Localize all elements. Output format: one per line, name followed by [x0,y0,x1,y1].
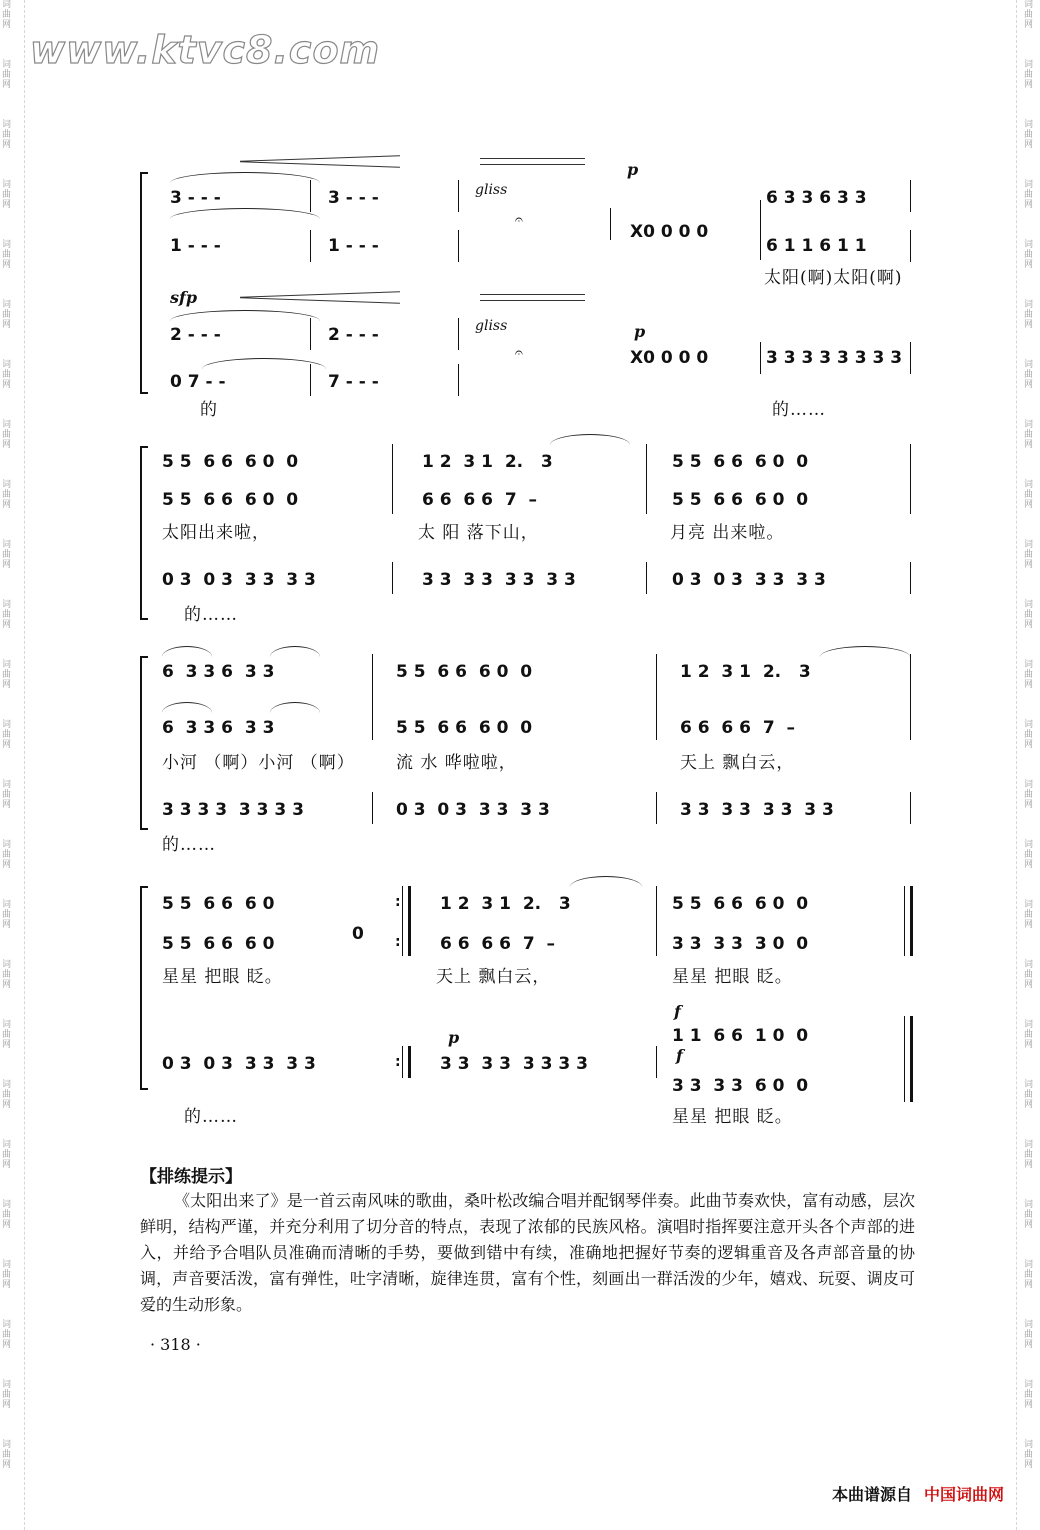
notes: 5 5 6 6 6 0 0 [672,490,809,510]
lyric: 太阳出来啦， [162,523,270,543]
notes: 3 - - - [328,188,379,208]
notes: 5 5 6 6 6 0 0 [162,452,299,472]
staff-row-3 [140,1054,916,1076]
lyric: 的…… [162,835,216,855]
notes: 3 3 3 3 3 3 3 3 [162,800,304,820]
lyric: 的…… [184,1107,238,1127]
barline [458,318,459,350]
gliss-line [240,297,400,304]
staff-row-1 [140,662,916,684]
slur [162,646,212,657]
credit-source-label: 本曲谱源自 [831,1485,912,1504]
fermata: 𝄐 [515,212,523,228]
tie [170,172,320,183]
tie [170,310,320,321]
barline [458,230,459,262]
notes: 1 2 3 1 2. 3 [422,452,553,472]
barline [458,364,459,396]
slur [550,434,630,445]
notes: 5 5 6 6 6 0 0 [672,894,809,914]
staff-row-3a [140,1026,916,1048]
right-side-watermark: 词 曲 网 词 曲 网 词 曲 网 词 曲 网 词 曲 网 词 曲 网 词 曲 网 词 曲 网 词 曲 网 词 曲 网 词 曲 网 词 曲 网 词 曲 网 词 曲 网 词 曲 网 词 曲 网 词 曲 网 词 曲 网 词 曲 网 词 曲 网 词 曲 网 词 曲 网 词 曲 网 词 曲 网 词 曲 网 [1024,0,1034,1470]
barline [310,180,311,212]
final-barline [904,886,913,956]
lyric: 流 水 哗啦啦， [396,753,517,773]
barline [392,444,393,514]
lyric: 星星 把眼 眨。 [672,1107,793,1127]
barline [656,886,657,956]
notes: 1 - - - [170,236,221,256]
notes: 0 7 - - [170,372,226,392]
barline [656,792,657,824]
notes: 1 1 6 6 1 0 0 [672,1026,809,1046]
lyric: 天上 飘白云， [680,753,795,773]
lyric: 天上 飘白云， [436,967,551,987]
notes: 5 5 6 6 6 0 0 [396,718,533,738]
barline [760,342,761,374]
slur [570,876,642,887]
barline [910,444,911,514]
dynamic-p: p [448,1028,460,1047]
staff-row-1 [140,452,916,474]
repeat-dots: : [395,934,401,950]
notes: 6 3 3 6 3 3 [766,188,867,208]
tips-body: 《太阳出来了》是一首云南风味的歌曲，桑叶松改编合唱并配钢琴伴奏。此曲节奏欢快，富有动感，层次鲜明，结构严谨，并充分利用了切分音的特点，表现了浓郁的民族风格。演唱时指挥要注意开头各个声部的进入，并给予合唱队员准确而清晰的手势，要做到错中有续，准确地把握好节奏的逻辑重音及各声部音量的协调，声音要活泼，富有弹性，吐字清晰，旋律连贯，富有个性，刻画出一群活泼的少年，嬉戏、玩耍、调皮可爱的生动形象。 [140,1191,915,1314]
lyric: 的…… [772,400,826,420]
repeat-barline [402,886,411,956]
notes: 5 5 6 6 6 0 0 [672,452,809,472]
staff-row-3 [140,570,916,592]
barline [656,654,657,740]
notes: 6 6 6 6 7 – [680,718,795,738]
notes: 3 - - - [170,188,221,208]
tips-heading: 【排练提示】 [140,1167,242,1187]
notes: 1 - - - [328,236,379,256]
barline [310,230,311,262]
watermark: www.ktvc8.com [30,28,381,72]
barline [910,654,911,740]
slur [270,702,320,713]
repeat-dots: : [395,894,401,910]
dynamic-sfp: sfp [170,288,198,307]
fermata: 𝄐 [515,345,523,361]
barline [910,180,911,212]
gliss-line [480,294,585,295]
barline [910,562,911,594]
lyric: 星星 把眼 眨。 [162,967,283,987]
notes: 6 1 1 6 1 1 [766,236,867,256]
barline [760,200,761,260]
dynamic-p: p [634,322,646,341]
gliss-line [240,155,400,162]
staff-row-3 [140,325,916,347]
dynamic-f: f [676,1046,683,1065]
score-system-4 [140,880,916,1130]
barline [646,562,647,594]
gliss-line [240,161,400,168]
notes: 3 3 3 3 3 0 0 [672,934,809,954]
staff-row-1 [140,894,916,916]
gliss-line [480,158,585,159]
barline [310,364,311,396]
notes: 6 3 3 6 3 3 [162,718,275,738]
page-number: · 318 · [150,1335,201,1354]
score-system-2 [140,440,916,630]
notes: 5 5 6 6 6 0 0 [396,662,533,682]
staff-row-2 [140,490,916,512]
notes: 5 5 6 6 6 0 0 [162,490,299,510]
dynamic-f: f [674,1002,681,1021]
repeat-dots: : [395,1054,401,1070]
staff-row-4 [140,1076,916,1098]
barline [372,654,373,740]
lyric: 的 [200,400,218,420]
notes: 0 3 0 3 3 3 3 3 [396,800,550,820]
lyric: 的…… [184,605,238,625]
staff-row-1 [140,188,916,210]
notes: 0 3 0 3 3 3 3 3 [162,1054,316,1074]
notes: 3 3 3 3 3 3 3 3 [680,800,834,820]
dynamic-p: p [627,160,639,179]
notes: 2 - - - [328,325,379,345]
barline [646,444,647,514]
notes: X0 0 0 0 [630,222,709,242]
notes: 6 6 6 6 7 – [440,934,555,954]
credit-site-link[interactable]: 中国词曲网 [923,1485,1004,1504]
repeat-barline [402,1046,411,1078]
barline [372,792,373,824]
slur [820,646,910,657]
notes: 3 3 3 3 6 0 0 [672,1076,809,1096]
notes: 7 - - - [328,372,379,392]
notes: 2 - - - [170,325,221,345]
staff-row-4 [140,372,916,394]
gliss-label: gliss [475,318,508,334]
notes: 5 5 6 6 6 0 [162,894,275,914]
barline [310,318,311,350]
barline [910,342,911,374]
gliss-line [480,300,585,301]
gliss-label: gliss [475,182,508,198]
notes: 0 3 0 3 3 3 3 3 [672,570,826,590]
gliss-line [240,291,400,298]
notes: 3 3 3 3 3 3 3 3 [766,348,903,368]
score-system-1 [140,150,916,420]
barline [392,562,393,594]
notes: 6 6 6 6 7 – [422,490,537,510]
barline [656,1046,657,1078]
final-barline [904,1016,913,1102]
lyric: 太阳(啊)太阳(啊) [764,268,903,288]
barline [910,230,911,262]
notes: 6 3 3 6 3 3 [162,662,275,682]
lyric: 小河 （啊）小河 （啊） [162,753,355,773]
source-credit [832,1482,1004,1505]
notes: 3 3 3 3 3 3 3 3 [422,570,576,590]
staff-row-3 [140,800,916,822]
notes: 3 3 3 3 3 3 3 3 [440,1054,588,1074]
staff-row-2b [140,236,916,258]
zero-note [140,924,916,946]
notes: X0 0 0 0 [630,348,709,368]
notes: 0 [352,924,364,944]
score-system-3 [140,650,916,855]
gliss-line [480,164,585,165]
left-margin-line [24,0,25,1530]
staff-row-4-mid [140,348,916,370]
left-side-watermark: 词 曲 网 词 曲 网 词 曲 网 词 曲 网 词 曲 网 词 曲 网 词 曲 网 词 曲 网 词 曲 网 词 曲 网 词 曲 网 词 曲 网 词 曲 网 词 曲 网 词 曲 网 词 曲 网 词 曲 网 词 曲 网 词 曲 网 词 曲 网 词 曲 网 词 曲 网 词 曲 网 词 曲 网 词 曲 网 [2,0,12,1470]
notes: 0 3 0 3 3 3 3 3 [162,570,316,590]
notes: 1 2 3 1 2. 3 [440,894,571,914]
slur [270,646,320,657]
barline [910,792,911,824]
right-margin-line [1016,0,1017,1530]
lyric: 星星 把眼 眨。 [672,967,793,987]
barline [458,180,459,212]
slur [162,702,212,713]
lyric: 月亮 出来啦。 [670,523,785,543]
notes: 1 2 3 1 2. 3 [680,662,811,682]
notes: 5 5 6 6 6 0 [162,934,275,954]
lyric: 太 阳 落下山， [418,523,539,543]
staff-row-2 [140,718,916,740]
